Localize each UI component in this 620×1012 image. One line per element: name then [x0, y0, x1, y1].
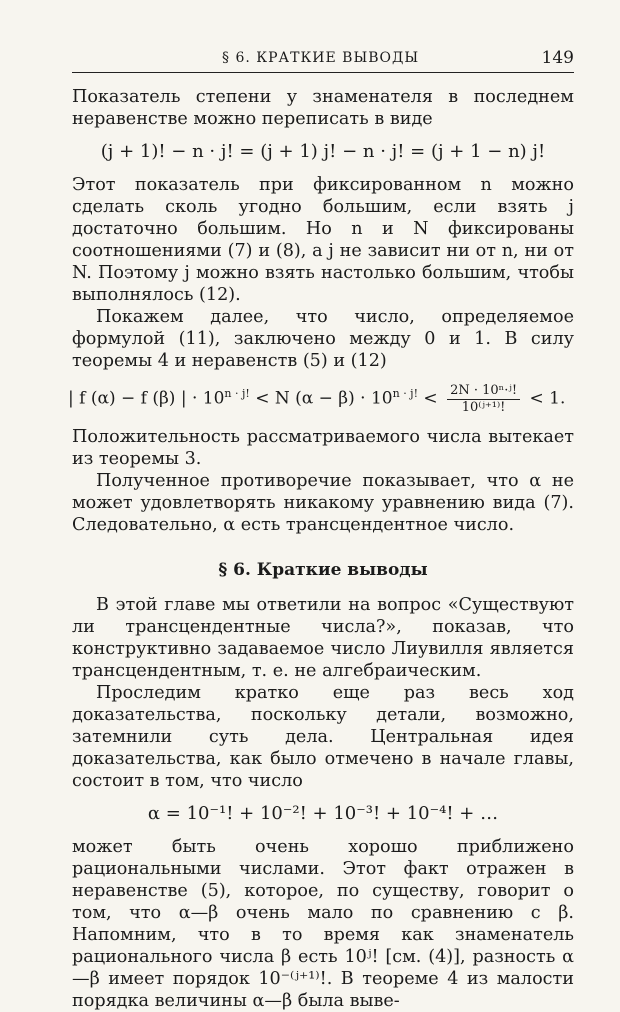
- inequality-less-than: <: [418, 388, 444, 409]
- paragraph-chapter-summary: В этой главе мы ответили на вопрос «Существуют ли трансцендентные числа?», показав, что конструктивно задаваемое число Лиувилля является трансцендентным, т. е. не алгебраическим.: [72, 594, 574, 681]
- paragraph-positivity: Положительность рассматриваемого числа вытекает из теоремы 3.: [72, 426, 574, 469]
- paragraph-number-bounds: Покажем далее, что число, определяемое формулой (11), заключено между 0 и 1. В силу теоремы 4 и неравенств (5) и (12): [72, 307, 574, 371]
- inequality-exponent-1: n · j!: [224, 387, 250, 400]
- paragraph-exponent-large: Этот показатель при фиксированном n можно сделать сколь угодно большим, если взять j достаточно большим. Но n и N фиксированы соотношениями (7) и (8), а j не зависит ни от n, ни от N. Поэтому j можно взять настолько большим, чтобы выполнялось (12).: [72, 175, 574, 305]
- inequality-middle: < N (α − β) · 10: [249, 388, 393, 409]
- fraction-numerator: 2N · 10ⁿ·ʲ!: [447, 383, 520, 400]
- page-number: 149: [541, 48, 574, 68]
- paragraph-contradiction: Полученное противоречие показывает, что α не может удовлетворять никакому уравнению вида (7). Следовательно, α есть трансцендентное число.: [72, 470, 574, 535]
- paragraph-proof-outline: Проследим кратко еще раз весь ход доказательства, поскольку детали, возможно, затемнили суть дела. Центральная идея доказательства, как было отмечено в начале главы, состоит в том, что число: [72, 682, 574, 791]
- paragraph-exponent-rewrite: Показатель степени у знаменателя в последнем неравенстве можно переписать в виде: [72, 87, 574, 129]
- inequality-fraction: [447, 383, 520, 416]
- inequality-left: | f (α) − f (β) | · 10: [68, 388, 225, 409]
- fraction-denominator: 10⁽ʲ⁺¹⁾!: [461, 399, 506, 415]
- running-head-title: § 6. КРАТКИЕ ВЫВОДЫ: [222, 50, 420, 66]
- equation-liouville-number: α = 10⁻¹! + 10⁻²! + 10⁻³! + 10⁻⁴! + …: [147, 802, 499, 824]
- paragraph-approximation: может быть очень хорошо приближено рациональными числами. Этот факт отражен в неравенстве (5), которое, по существу, говорит о том, что α—β очень мало по сравнению с β. Напомним, что в то время как знаменатель рационального числа β есть 10ʲ! [см. (4)], разность α—β имеет порядок 10⁻⁽ʲ⁺¹⁾!. В теореме 4 из малости порядка величины α—β была выве-: [72, 836, 574, 1011]
- inequality-right: < 1.: [524, 388, 566, 409]
- section-heading: § 6. Краткие выводы: [218, 559, 428, 580]
- inequality-exponent-2: n · j!: [392, 387, 419, 400]
- header-rule: [72, 72, 574, 73]
- equation-inequality: [68, 382, 574, 416]
- running-head: [72, 0, 574, 86]
- equation-exponent: (j + 1)! − n · j! = (j + 1) j! − n · j! = (j + 1 − n) j!: [100, 141, 546, 162]
